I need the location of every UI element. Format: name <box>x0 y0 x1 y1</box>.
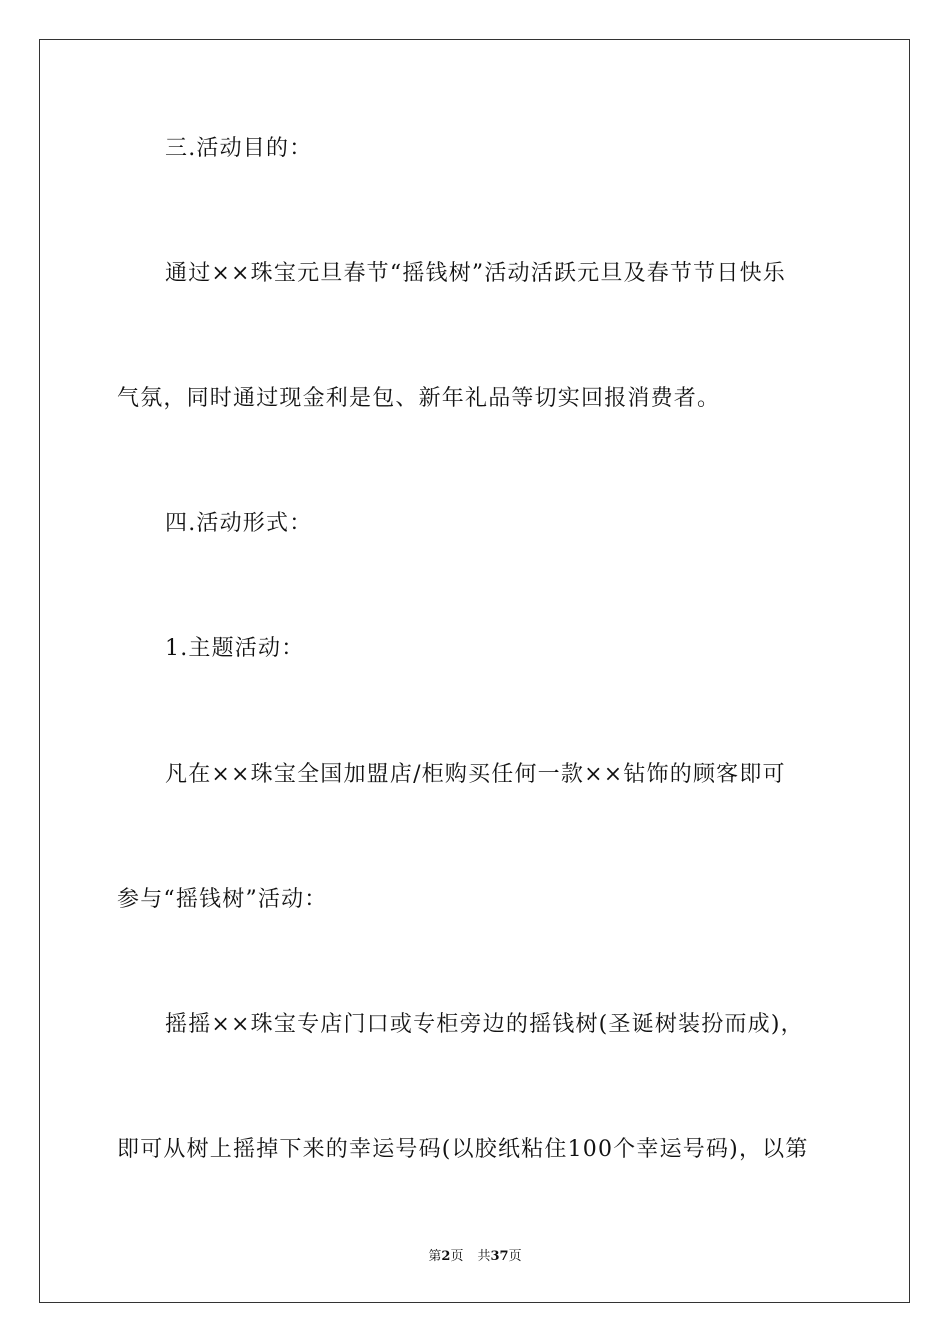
paragraph-line: 摇摇××珠宝专店门口或专柜旁边的摇钱树(圣诞树装扮而成)， <box>165 1012 804 1037</box>
page-suffix: 页 <box>450 1249 464 1264</box>
page-footer <box>0 1248 950 1266</box>
total-suffix: 页 <box>508 1249 522 1264</box>
page-number: 2 <box>441 1249 451 1264</box>
total-prefix: 共 <box>477 1249 491 1264</box>
paragraph-line: 参与“摇钱树”活动： <box>117 887 328 912</box>
section-heading-format: 四.活动形式： <box>165 511 313 536</box>
paragraph-line: 凡在××珠宝全国加盟店/柜购买任何一款××钻饰的顾客即可 <box>165 762 786 787</box>
paragraph-line: 通过××珠宝元旦春节“摇钱树”活动活跃元旦及春节节日快乐 <box>165 261 786 286</box>
paragraph-line: 气氛，同时通过现金利是包、新年礼品等切实回报消费者。 <box>117 386 721 411</box>
total-pages: 37 <box>490 1249 509 1264</box>
page-prefix: 第 <box>428 1249 442 1264</box>
section-heading-purpose: 三.活动目的： <box>165 136 313 161</box>
page-border <box>39 39 910 1303</box>
subsection-heading-theme: 1.主题活动： <box>165 636 305 661</box>
paragraph-line: 即可从树上摇掉下来的幸运号码(以胶纸粘住100个幸运号码)，以第 <box>117 1137 809 1162</box>
